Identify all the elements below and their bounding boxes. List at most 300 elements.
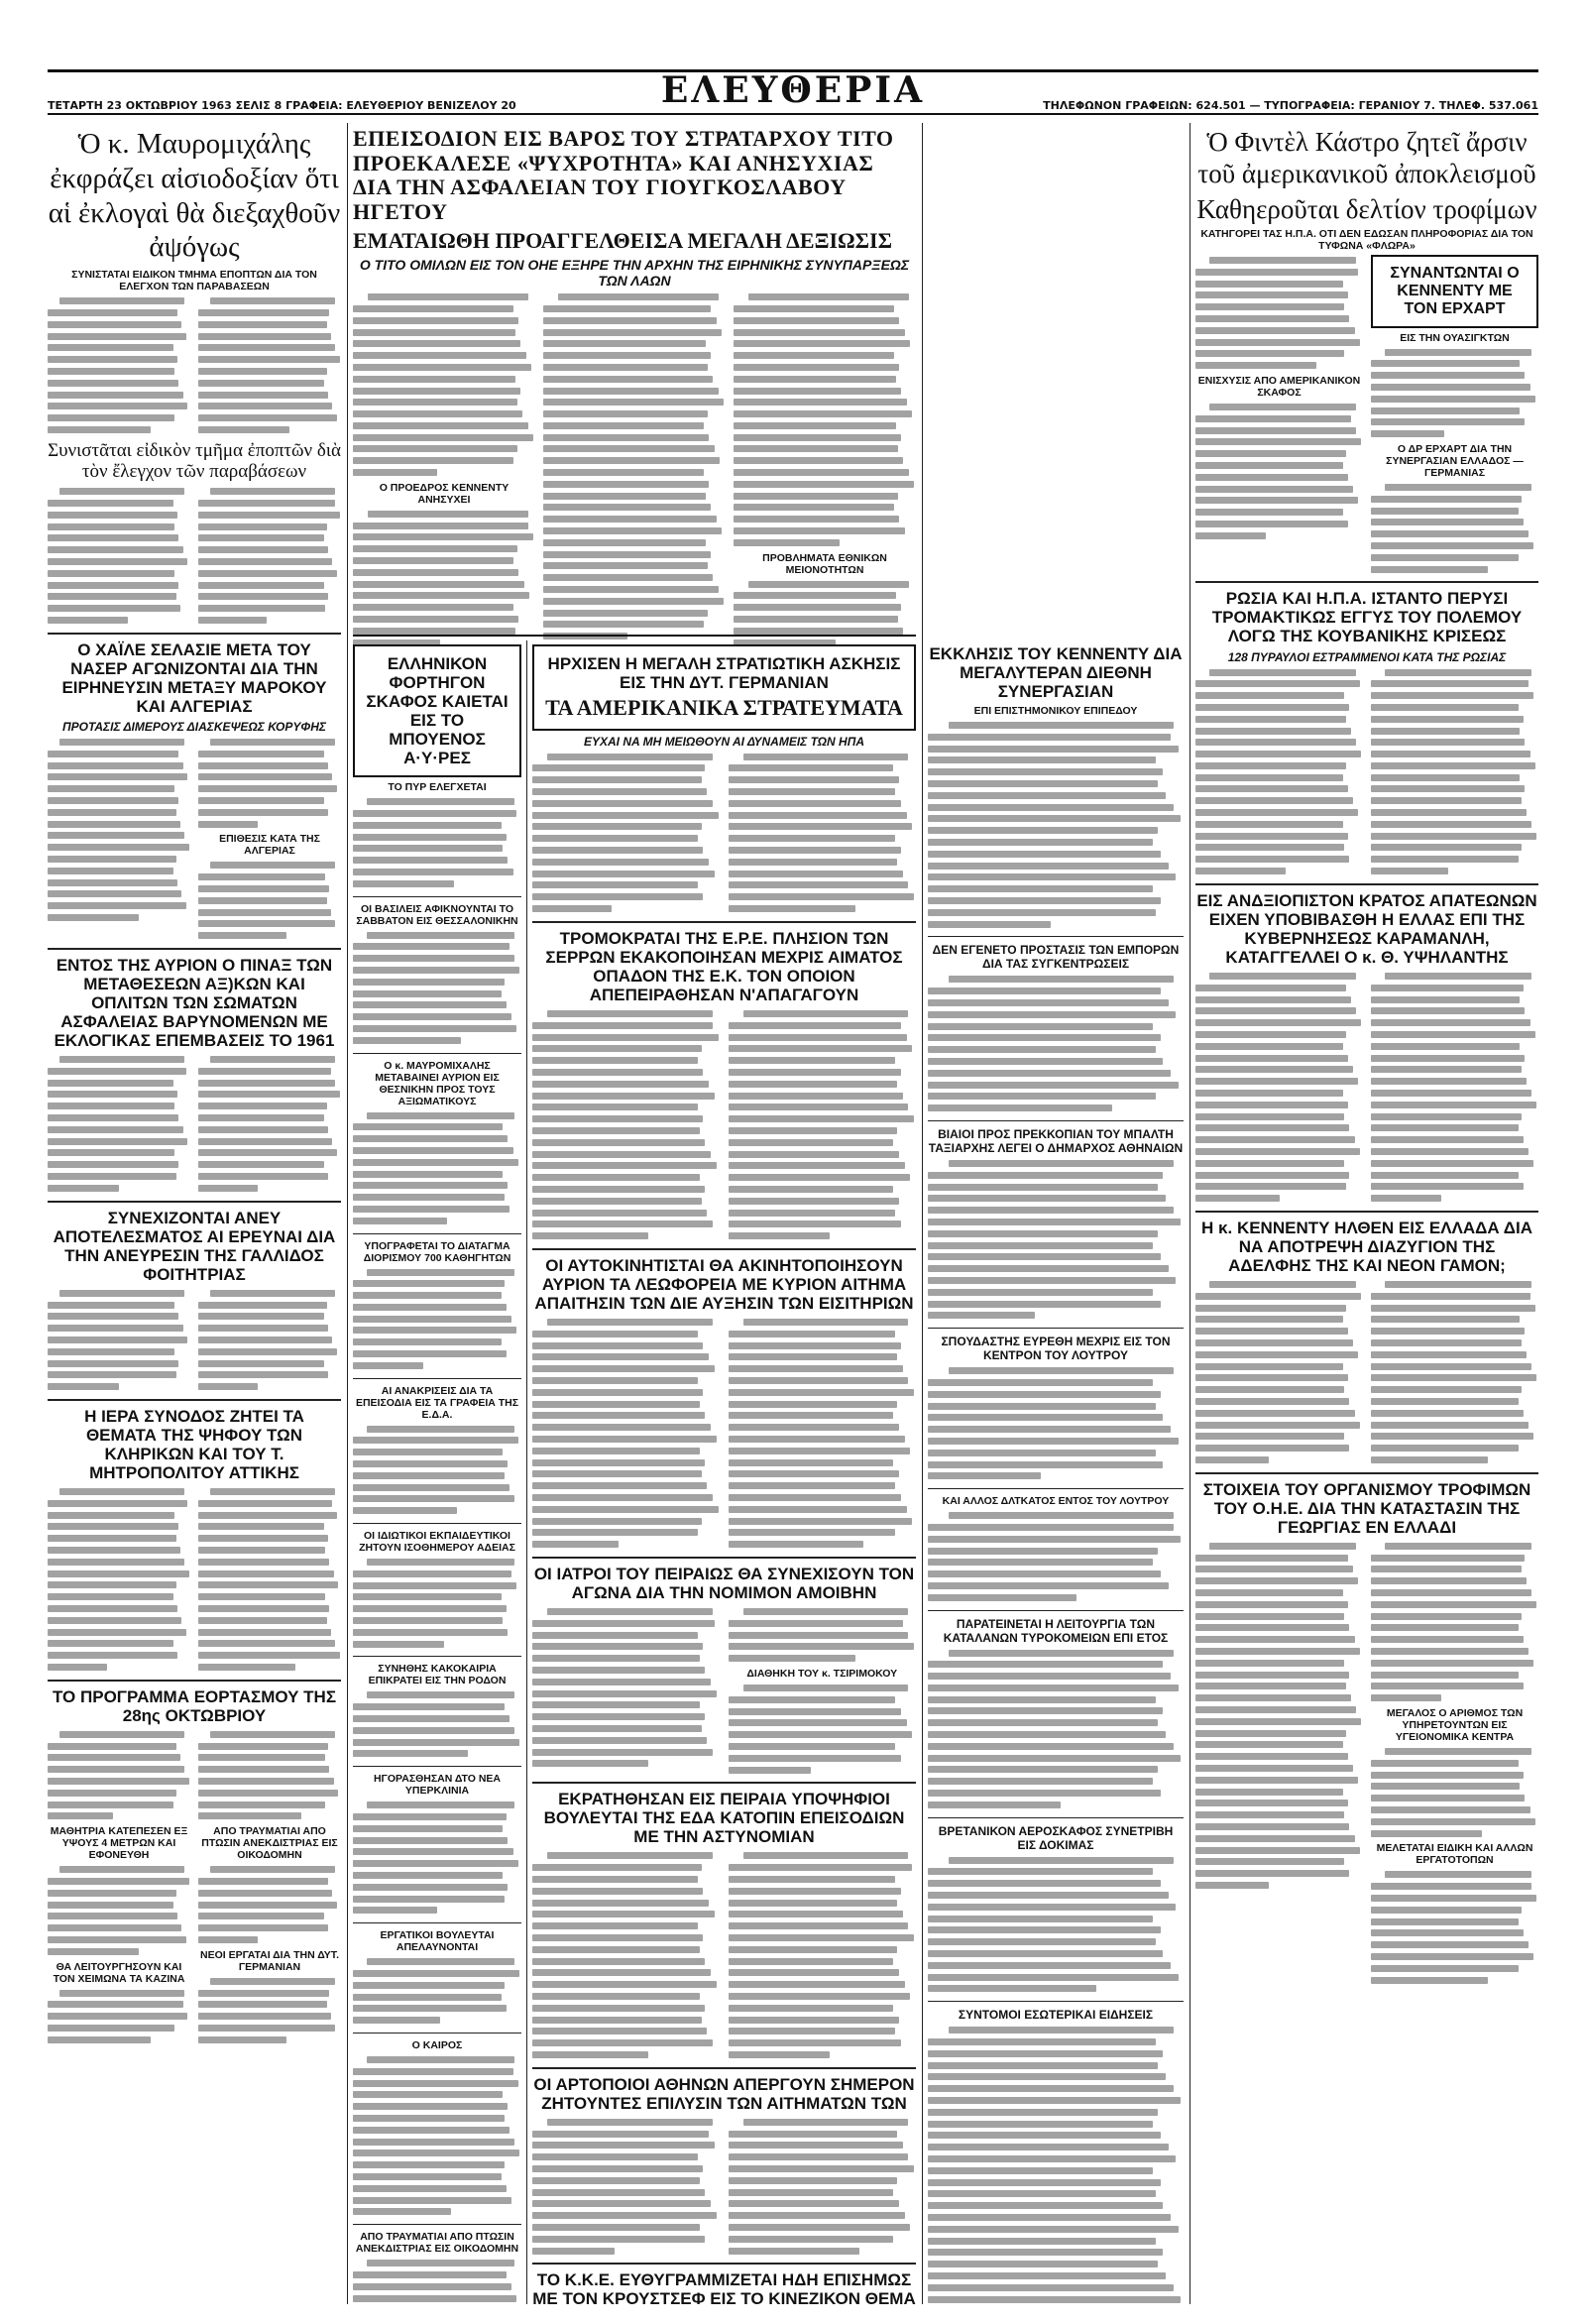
text-line	[729, 1480, 917, 1492]
text-line	[729, 1137, 917, 1149]
text-line	[48, 1864, 190, 1876]
text-line	[532, 1539, 721, 1551]
text-line	[928, 1021, 1184, 1033]
text-line	[532, 1172, 721, 1184]
body-text-block	[198, 1976, 341, 2046]
text-line	[729, 1765, 917, 1777]
text-line	[729, 2117, 917, 2129]
divider	[1195, 1472, 1538, 1474]
text-line	[48, 1764, 190, 1776]
text-line	[532, 1149, 721, 1161]
text-line	[353, 1035, 521, 1047]
text-line	[1371, 382, 1538, 394]
body-text-block	[48, 1729, 190, 1822]
text-line	[1195, 1454, 1363, 1466]
text-line	[353, 999, 521, 1011]
text-line	[353, 291, 535, 303]
text-line	[1371, 528, 1538, 540]
headline-terror: ΤΡΟΜΟΚΡΑΤΑΙ ΤΗΣ Ε.Ρ.Ε. ΠΛΗΣΙΟΝ ΤΩΝ ΣΕΡΡΩΝ ΕΚΑΚΟΠΟΙΗΣΑΝ ΜΕΧΡΙΣ ΑΙΜΑΤΟΣ ΟΠΑΔΟΝ ΤΗΣ Ε.Κ. ΤΟΝ ΟΠΟΙΟΝ ΑΠΕΠΕΙΡΑΘΗΣΑΝ Ν'ΑΠΑΓΑΓΟΥΝ	[545, 928, 903, 1004]
text-line	[532, 1457, 721, 1469]
subhead: ΕΥΧΑΙ ΝΑ ΜΗ ΜΕΙΩΘΟΥΝ ΑΙ ΔΥΝΑΜΕΙΣ ΤΩΝ ΗΠΑ	[584, 734, 864, 749]
text-line	[729, 2140, 917, 2151]
text-line	[198, 1603, 341, 1615]
text-line	[198, 412, 341, 424]
text-line	[353, 362, 535, 374]
divider	[928, 1817, 1184, 1818]
text-line	[928, 1389, 1184, 1401]
text-line	[198, 771, 341, 783]
text-line	[1195, 1728, 1363, 1740]
text-line	[928, 2188, 1184, 2200]
text-line	[928, 1948, 1184, 1960]
text-line	[1371, 1975, 1538, 1987]
text-line	[48, 900, 190, 912]
body-text-block	[928, 1648, 1184, 1811]
brief-title: ΑΠΟ ΤΡΑΥΜΑΤΙΑΙ ΑΠΟ ΠΤΩΣΙΝ ΑΝΕΚΔΙΣΤΡΙΑΣ ΕΙΣ ΟΙΚΟΔΟΜΗΝ	[201, 1825, 338, 1862]
text-line	[353, 1435, 521, 1447]
text-line	[1195, 702, 1363, 714]
text-line	[928, 872, 1184, 883]
text-line	[1371, 831, 1538, 843]
text-line	[48, 737, 190, 749]
text-line	[1195, 313, 1363, 325]
text-line	[1195, 1384, 1363, 1396]
text-line	[532, 1492, 721, 1504]
text-line	[532, 1137, 721, 1149]
article-body	[48, 1729, 341, 1822]
text-line	[1371, 1303, 1538, 1315]
text-line	[928, 778, 1184, 790]
text-line	[729, 1850, 917, 1862]
text-line	[1371, 1372, 1538, 1384]
text-line	[1195, 1053, 1363, 1065]
text-line	[1195, 484, 1363, 496]
text-line	[1195, 1856, 1363, 1868]
text-line	[928, 2119, 1184, 2131]
headline-cuba-crisis: ΡΩΣΙΑ ΚΑΙ Η.Π.Α. ΙΣΤΑΝΤΟ ΠΕΡΥΣΙ ΤΡΟΜΑΚΤΙΚΩΣ ΕΓΓΥΣ ΤΟΥ ΠΟΛΕΜΟΥ ΛΟΓΩ ΤΗΣ ΚΟΥΒΑΝΙΚΗΣ ΚΡΙΣΕΩΣ	[1211, 589, 1523, 646]
text-line	[353, 1348, 521, 1360]
body-text-block	[734, 291, 916, 549]
text-line	[198, 1922, 341, 1934]
text-line	[1371, 552, 1538, 564]
text-line	[353, 1493, 521, 1505]
text-line	[1195, 994, 1363, 1006]
brief-title: ΑΠΟ ΤΡΑΥΜΑΤΙΑΙ ΑΠΟ ΠΤΩΣΙΝ ΑΝΕΚΔΙΣΤΡΙΑΣ ΕΙΣ ΟΙΚΟΔΟΜΗΝ	[355, 2231, 519, 2256]
text-line	[1195, 1658, 1363, 1670]
text-line	[353, 1424, 521, 1436]
text-line	[1371, 1122, 1538, 1134]
text-line	[353, 1603, 521, 1615]
text-line	[198, 1300, 341, 1312]
text-line	[198, 737, 341, 749]
text-line	[928, 2212, 1184, 2224]
text-line	[353, 386, 535, 398]
text-line	[1195, 325, 1363, 337]
text-line	[353, 965, 521, 977]
text-line	[353, 1580, 521, 1592]
text-line	[198, 1911, 341, 1922]
text-line	[353, 350, 535, 362]
text-line	[353, 1290, 521, 1302]
text-line	[198, 295, 341, 307]
text-line	[734, 491, 916, 503]
text-line	[353, 1505, 521, 1517]
text-line	[928, 1182, 1184, 1194]
body-text-block	[532, 1606, 721, 1776]
brief-row	[48, 1822, 341, 2045]
text-line	[1195, 971, 1363, 983]
text-line	[198, 354, 341, 366]
text-line	[729, 1008, 917, 1020]
divider	[928, 1610, 1184, 1611]
text-line	[48, 1136, 190, 1148]
body-text-block	[729, 1008, 917, 1242]
text-line	[1371, 416, 1538, 428]
headline-program: ΤΟ ΠΡΟΓΡΑΜΜΑ ΕΟΡΤΑΣΜΟΥ ΤΗΣ 28ης ΟΚΤΩΒΡΙΟΥ	[52, 1686, 337, 1725]
divider	[1195, 883, 1538, 885]
text-line	[729, 1387, 917, 1399]
text-line	[48, 1810, 190, 1822]
body-text-block	[198, 1486, 341, 1674]
text-line	[532, 1630, 721, 1642]
text-line	[928, 1510, 1184, 1522]
body-text-block	[353, 1424, 521, 1517]
column-4	[928, 640, 1184, 2304]
text-line	[1371, 564, 1538, 576]
text-line	[729, 1683, 917, 1694]
text-line	[353, 1800, 521, 1811]
text-line	[532, 1329, 721, 1340]
text-line	[532, 774, 721, 786]
body-text-block	[1195, 667, 1363, 877]
text-line	[729, 1317, 917, 1329]
text-line	[729, 1717, 917, 1729]
text-line	[729, 1020, 917, 1032]
text-line	[198, 1988, 341, 2000]
text-line	[1195, 1170, 1363, 1182]
text-line	[353, 2089, 521, 2101]
column-5	[1195, 123, 1538, 2304]
text-line	[729, 1729, 917, 1741]
text-line	[729, 2187, 917, 2199]
text-line	[729, 1043, 917, 1055]
text-line	[353, 1023, 521, 1035]
newspaper-header	[48, 69, 1538, 115]
text-line	[729, 752, 917, 763]
brief-title: Ο ΚΑΙΡΟΣ	[411, 2038, 463, 2051]
text-line	[48, 401, 190, 412]
text-line	[928, 790, 1184, 802]
text-line	[198, 1171, 341, 1183]
text-line	[48, 331, 190, 343]
text-line	[729, 2151, 917, 2163]
text-line	[198, 1159, 341, 1171]
text-line	[532, 1758, 721, 1770]
text-line	[928, 1788, 1184, 1800]
text-line	[1195, 1599, 1363, 1611]
text-line	[48, 1078, 190, 1090]
text-line	[928, 720, 1184, 732]
text-line	[532, 1516, 721, 1528]
text-line	[48, 1638, 190, 1650]
text-line	[734, 432, 916, 444]
text-line	[729, 1694, 917, 1706]
brief-title: ΣΥΝΗΘΗΣ ΚΑΚΟΚΑΙΡΙΑ ΕΠΙΚΡΑΤΕΙ ΕΙΣ ΤΗΝ ΡΟΔΟΝ	[368, 1663, 507, 1687]
brief-title: ΟΙ ΙΔΙΩΤΙΚΟΙ ΕΚΠΑΙΔΕΥΤΙΚΟΙ ΖΗΤΟΥΝ ΙΣΟΘΗΜΕΡΟΥ ΑΔΕΙΑΣ	[359, 1530, 515, 1555]
text-line	[729, 1196, 917, 1208]
text-line	[729, 1967, 917, 1979]
column-rule	[526, 640, 527, 2304]
text-line	[353, 543, 535, 555]
text-line	[928, 1470, 1184, 1482]
text-line	[532, 1677, 721, 1688]
text-line	[928, 1580, 1184, 1592]
body-text-block	[48, 1486, 190, 1674]
text-line	[1195, 519, 1363, 530]
text-line	[198, 1569, 341, 1580]
text-line	[198, 1729, 341, 1741]
body-text-block	[48, 737, 190, 942]
text-line	[353, 1858, 521, 1870]
text-line	[1195, 1880, 1363, 1892]
text-line	[532, 2151, 721, 2163]
text-line	[48, 1521, 190, 1533]
text-line	[1195, 495, 1363, 507]
text-line	[48, 510, 190, 522]
brief-title: ΠΑΡΑΤΕΙΝΕΤΑΙ Η ΛΕΙΤΟΥΡΓΙΑ ΤΩΝ ΚΑΤΑΛΑΝΩΝ ΤΥΡΟΚΟΜΕΙΩΝ ΕΠΙ ΕΤΟΣ	[943, 1616, 1169, 1645]
text-line	[532, 1340, 721, 1352]
text-line	[734, 291, 916, 303]
text-line	[48, 1752, 190, 1764]
text-line	[353, 1557, 521, 1569]
text-line	[353, 2101, 521, 2113]
text-line	[1195, 1420, 1363, 1432]
text-line	[48, 1776, 190, 1788]
text-line	[532, 1932, 721, 1944]
text-line	[928, 919, 1184, 931]
text-line	[1371, 1408, 1538, 1420]
text-line	[532, 1317, 721, 1329]
text-line	[532, 2026, 721, 2037]
text-line	[729, 1468, 917, 1480]
text-line	[353, 397, 535, 408]
text-line	[532, 1967, 721, 1979]
text-line	[1371, 1611, 1538, 1623]
text-line	[532, 1399, 721, 1411]
text-line	[729, 2246, 917, 2258]
text-line	[1195, 267, 1363, 279]
text-line	[729, 2175, 917, 2187]
text-line	[928, 2048, 1184, 2060]
column-rule	[347, 123, 348, 2304]
text-line	[729, 1641, 917, 1653]
text-line	[729, 1446, 917, 1457]
text-line	[1195, 1122, 1363, 1134]
text-line	[353, 2183, 521, 2195]
text-line	[1371, 1017, 1538, 1029]
article-body	[1195, 971, 1538, 1205]
headline-ypsilantis: ΕΙΣ ΑΝΔΞΙΟΠΙΣΤΟΝ ΚΡΑΤΟΣ ΑΠΑΤΕΩΝΩΝ ΕΙΧΕΝ ΥΠΟΒΙΒΑΣΘΗ Η ΕΛΛΑΣ ΕΠΙ ΤΗΣ ΚΥΒΕΡΝΗΣΕΩΣ ΚΑΡΑΜΑΝΛΗ, ΚΑΤΑΓΓΕΛΛΕΙ Ο κ. Θ. ΥΨΗΛΑΝΤΗΣ	[1196, 890, 1537, 967]
text-line	[729, 1208, 917, 1220]
text-line	[1195, 1431, 1363, 1443]
text-line	[1195, 360, 1363, 372]
body-text-block	[1371, 1541, 1538, 1704]
text-line	[928, 1902, 1184, 1914]
text-line	[729, 1862, 917, 1874]
text-line	[928, 2247, 1184, 2259]
mini-heading: Ο ΔΡ ΕΡΧΑΡΤ ΔΙΑ ΤΗΝ ΣΥΝΕΡΓΑΣΙΑΝ ΕΛΛΑΔΟΣ — ΓΕΡΜΑΝΙΑΣ	[1386, 443, 1524, 480]
text-line	[48, 1054, 190, 1066]
text-line	[48, 2034, 190, 2046]
divider	[928, 936, 1184, 937]
text-line	[729, 1979, 917, 1991]
text-line	[729, 2210, 917, 2222]
text-line	[353, 2206, 521, 2218]
text-line	[1195, 1611, 1363, 1623]
text-line	[532, 1991, 721, 2003]
mini-heading: ΜΕΓΑΛΟΣ Ο ΑΡΙΘΜΟΣ ΤΩΝ ΥΠΗΡΕΤΟΥΝΤΩΝ ΕΙΣ ΥΓΕΙΟΝΟΜΙΚΑ ΚΕΝΤΡΑ	[1386, 1707, 1524, 1744]
text-line	[48, 378, 190, 390]
text-line	[1371, 702, 1538, 714]
text-line	[532, 1387, 721, 1399]
text-line	[198, 532, 341, 544]
text-line	[543, 537, 726, 549]
text-line	[928, 1729, 1184, 1741]
text-line	[353, 432, 535, 444]
text-line	[353, 1216, 521, 1227]
text-line	[1195, 1681, 1363, 1692]
body-text-block	[543, 291, 726, 648]
divider	[48, 1201, 341, 1203]
text-line	[928, 1459, 1184, 1471]
text-line	[48, 568, 190, 580]
text-line	[353, 455, 535, 467]
divider	[532, 2263, 916, 2265]
text-line	[198, 378, 341, 390]
text-line	[353, 1204, 521, 1216]
text-line	[353, 941, 521, 953]
text-line	[198, 580, 341, 592]
text-line	[532, 2234, 721, 2246]
text-line	[729, 1434, 917, 1446]
text-line	[48, 1066, 190, 1078]
text-line	[729, 2129, 917, 2141]
text-line	[198, 401, 341, 412]
text-line	[532, 1434, 721, 1446]
subhead: ΤΟ ΠΥΡ ΕΛΕΓΧΕΤΑΙ	[388, 781, 487, 794]
text-line	[532, 2175, 721, 2187]
subheadline: Συνιστᾶται εἰδικὸν τμῆμα ἐποπτῶν διὰ τὸν ἔλεγχον τῶν παραβάσεων	[48, 439, 341, 483]
text-line	[928, 2294, 1184, 2304]
text-line	[928, 802, 1184, 814]
body-text-block	[48, 1054, 190, 1195]
text-line	[729, 1991, 917, 2003]
text-line	[353, 1992, 521, 2004]
text-line	[353, 1639, 521, 1651]
text-line	[1371, 1454, 1538, 1466]
article-body	[532, 1606, 916, 1776]
text-line	[1195, 436, 1363, 448]
text-line	[198, 1741, 341, 1753]
text-line	[928, 1103, 1184, 1114]
text-line	[729, 1653, 917, 1665]
text-line	[928, 1365, 1184, 1377]
text-line	[48, 1569, 190, 1580]
text-line	[729, 891, 917, 903]
divider	[532, 921, 916, 923]
text-line	[198, 783, 341, 795]
text-line	[48, 830, 190, 842]
subheadline: ΤΑ ΑΜΕΡΙΚΑΝΙΚΑ ΣΤΡΑΤΕΥΜΑΤΑ	[545, 695, 903, 721]
text-line	[353, 2281, 521, 2293]
text-line	[1371, 1158, 1538, 1170]
text-line	[532, 2003, 721, 2015]
text-line	[48, 807, 190, 819]
text-line	[729, 1898, 917, 1910]
headline-castro: Ὁ Φιντὲλ Κάστρο ζητεῖ ἄρσιν τοῦ ἀμερικανικοῦ ἀποκλεισμοῦ	[1197, 127, 1536, 188]
text-line	[928, 1546, 1184, 1558]
text-line	[1195, 1833, 1363, 1845]
text-line	[532, 1208, 721, 1220]
text-line	[198, 486, 341, 498]
text-line	[1195, 448, 1363, 460]
text-line	[532, 2198, 721, 2210]
text-line	[729, 1079, 917, 1091]
body-text-block	[928, 720, 1184, 930]
text-line	[532, 879, 721, 891]
text-line	[543, 315, 726, 327]
text-line	[1371, 1622, 1538, 1634]
text-line	[48, 342, 190, 354]
text-line	[1195, 1029, 1363, 1041]
text-line	[1195, 1076, 1363, 1088]
text-line	[734, 514, 916, 525]
text-line	[543, 525, 726, 537]
text-line	[928, 2177, 1184, 2189]
text-line	[1195, 1326, 1363, 1337]
text-line	[198, 1776, 341, 1788]
text-line	[198, 1638, 341, 1650]
text-line	[1371, 1917, 1538, 1928]
text-line	[198, 2011, 341, 2023]
text-line	[729, 1125, 917, 1137]
text-line	[734, 338, 916, 350]
subhead: ΕΠΙ ΕΠΙΣΤΗΜΟΝΙΚΟΥ ΕΠΙΠΕΔΟΥ	[973, 705, 1138, 718]
text-line	[48, 1147, 190, 1159]
text-line	[532, 1711, 721, 1723]
text-line	[48, 783, 190, 795]
text-line	[532, 1735, 721, 1747]
text-line	[1371, 1793, 1538, 1804]
text-line	[729, 857, 917, 869]
text-line	[353, 1894, 521, 1906]
text-line	[198, 1381, 341, 1393]
text-line	[48, 522, 190, 533]
text-line	[543, 502, 726, 514]
text-line	[532, 1862, 721, 1874]
text-line	[1371, 1893, 1538, 1905]
body-text-block	[353, 2054, 521, 2218]
text-line	[928, 1764, 1184, 1776]
text-line	[729, 1504, 917, 1516]
text-line	[198, 749, 341, 760]
text-line	[353, 988, 521, 1000]
text-line	[729, 1886, 917, 1898]
headline-mavromichalis: Ὁ κ. Μαυρομιχάλης ἐκφράζει αἰσιοδοξίαν ὅτι αἱ ἐκλογαὶ θὰ διεξαχθοῦν ἀψόγως	[48, 128, 341, 264]
text-line	[48, 354, 190, 366]
body-text-block	[198, 1729, 341, 1822]
text-line	[353, 408, 535, 420]
